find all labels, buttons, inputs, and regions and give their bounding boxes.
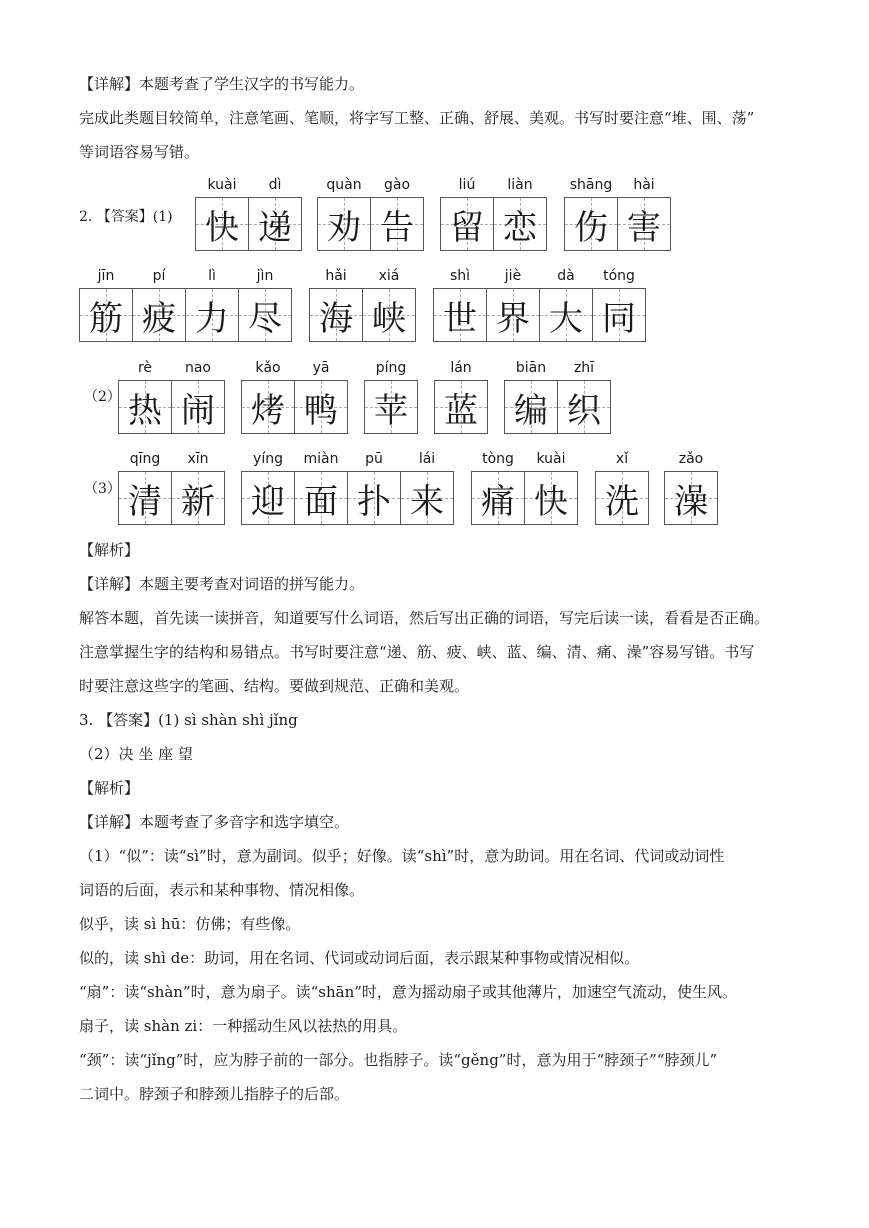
- char-text: 疲: [142, 298, 176, 339]
- char-cell: [119, 472, 172, 524]
- char-box-group: [241, 380, 348, 434]
- char-text: 洗: [605, 481, 639, 522]
- detail-line-12: 似的，读 shì de：助词，用在名词、代词或动词后面，表示跟某种事物或情况相似。: [79, 949, 640, 967]
- char-cell: [242, 472, 295, 524]
- pinyin-label: zǎo: [678, 451, 704, 467]
- char-cell: [494, 198, 546, 250]
- detail-line-2: 完成此类题目较简单，注意笔画、笔顺，将字写工整、正确、舒展、美观。书写时要注意“堆、围、荡”: [79, 109, 755, 127]
- char-cell: [365, 381, 417, 433]
- pinyin-label: qīng: [129, 451, 161, 467]
- char-cell: [348, 472, 401, 524]
- char-cell: [472, 472, 525, 524]
- char-text: 递: [258, 207, 292, 248]
- pinyin-label: miàn: [303, 451, 339, 467]
- question-3-answer-1: 3. 【答案】(1) sì shàn shì jǐng: [79, 711, 298, 729]
- char-text: 告: [380, 207, 414, 248]
- pinyin-label: tòng: [482, 451, 514, 467]
- char-cell: [665, 472, 717, 524]
- sub-label-2: （2）: [84, 389, 121, 405]
- char-text: 伤: [574, 207, 608, 248]
- detail-line-10: 词语的后面，表示和某种事物、情况相像。: [79, 881, 365, 899]
- char-box-group: [471, 471, 578, 525]
- char-cell: [435, 381, 487, 433]
- question-3-answer-2: （2）决 坐 座 望: [79, 745, 193, 763]
- detail-line-11: 似乎，读 sì hū：仿佛；有些像。: [79, 915, 301, 933]
- char-text: 痛: [481, 481, 515, 522]
- pinyin-label: shì: [449, 268, 471, 284]
- char-cell: [363, 289, 415, 341]
- char-text: 留: [450, 207, 484, 248]
- char-box-group: [309, 288, 416, 342]
- char-box-group: [664, 471, 718, 525]
- pinyin-label: pū: [365, 451, 383, 467]
- pinyin-label: biān: [515, 360, 547, 376]
- char-box-group: [118, 471, 225, 525]
- char-text: 闹: [181, 390, 215, 431]
- analysis-heading-2: 【解析】: [79, 779, 140, 797]
- char-cell: [487, 289, 540, 341]
- char-text: 烤: [251, 390, 285, 431]
- char-box-group: [433, 288, 646, 342]
- analysis-heading: 【解析】: [79, 541, 140, 559]
- char-cell: [133, 289, 186, 341]
- char-text: 迎: [251, 481, 285, 522]
- char-text: 筋: [89, 298, 123, 339]
- char-text: 清: [128, 481, 162, 522]
- char-cell: [318, 198, 371, 250]
- pinyin-label: xiá: [378, 268, 400, 284]
- char-cell: [186, 289, 239, 341]
- char-box-group: [118, 380, 225, 434]
- char-box-group: [241, 471, 454, 525]
- char-text: 尽: [248, 298, 282, 339]
- pinyin-label: jīn: [97, 268, 115, 284]
- char-cell: [371, 198, 423, 250]
- char-box-group: [504, 380, 611, 434]
- pinyin-label: hǎi: [325, 268, 347, 284]
- pinyin-label: kuài: [536, 451, 566, 467]
- char-cell: [310, 289, 363, 341]
- char-cell: [505, 381, 558, 433]
- char-text: 恋: [503, 207, 537, 248]
- detail-line-15: “颈”：读“jǐng”时，应为脖子前的一部分。也指脖子。读“gěng”时，意为用于“脖颈子”“脖颈儿”: [79, 1051, 718, 1069]
- char-cell: [596, 472, 648, 524]
- char-cell: [249, 198, 301, 250]
- pinyin-label: yíng: [253, 451, 283, 467]
- char-cell: [593, 289, 645, 341]
- pinyin-label: kǎo: [255, 360, 281, 376]
- detail-line-16: 二词中。脖颈子和脖颈儿指脖子的后部。: [79, 1085, 350, 1103]
- char-cell: [434, 289, 487, 341]
- detail-line-14: 扇子，读 shàn zi：一种摇动生风以祛热的用具。: [79, 1017, 408, 1035]
- char-box-group: [364, 380, 418, 434]
- char-text: 同: [602, 298, 636, 339]
- pinyin-label: dì: [268, 177, 282, 193]
- detail-line-5: 解答本题，首先读一读拼音，知道要写什么词语，然后写出正确的词语，写完后读一读，看看是否正确。: [79, 609, 770, 627]
- detail-line-4: 【详解】本题主要考查对词语的拼写能力。: [79, 575, 365, 593]
- char-text: 澡: [674, 481, 708, 522]
- char-cell: [242, 381, 295, 433]
- char-cell: [441, 198, 494, 250]
- char-text: 力: [195, 298, 229, 339]
- pinyin-label: liàn: [507, 177, 533, 193]
- detail-line-6: 注意掌握生字的结构和易错点。书写时要注意“递、筋、疲、峡、蓝、编、清、痛、澡”容易写错。书写: [79, 643, 755, 661]
- char-text: 海: [319, 298, 353, 339]
- char-box-group: [317, 197, 424, 251]
- char-text: 鸭: [304, 390, 338, 431]
- sub-label-3: （3）: [84, 481, 121, 497]
- char-box-group: [79, 288, 292, 342]
- detail-line-9: （1）“似”：读“sì”时，意为副词。似乎；好像。读“shì”时，意为助词。用在名词、代词或动词性: [79, 847, 725, 865]
- char-cell: [172, 381, 224, 433]
- char-text: 界: [496, 298, 530, 339]
- pinyin-label: liú: [458, 177, 476, 193]
- char-text: 快: [534, 481, 568, 522]
- char-box-group: [564, 197, 671, 251]
- char-cell: [558, 381, 610, 433]
- detail-line-8: 【详解】本题考查了多音字和选字填空。: [79, 813, 350, 831]
- char-cell: [196, 198, 249, 250]
- pinyin-label: jiè: [504, 268, 522, 284]
- question-2-label: 2. 【答案】(1): [79, 209, 173, 225]
- detail-line-1: 【详解】本题考查了学生汉字的书写能力。: [79, 75, 365, 93]
- pinyin-label: xǐ: [615, 451, 629, 467]
- char-cell: [565, 198, 618, 250]
- char-cell: [618, 198, 670, 250]
- pinyin-label: xīn: [187, 451, 209, 467]
- detail-line-13: “扇”：读“shàn”时，意为扇子。读“shān”时，意为摇动扇子或其他薄片，加速空气流动，使生风。: [79, 983, 737, 1001]
- char-text: 织: [567, 390, 601, 431]
- char-text: 来: [410, 481, 444, 522]
- char-cell: [80, 289, 133, 341]
- char-text: 世: [443, 298, 477, 339]
- pinyin-label: tóng: [603, 268, 635, 284]
- char-text: 扑: [357, 481, 391, 522]
- pinyin-label: yā: [312, 360, 330, 376]
- char-text: 苹: [374, 390, 408, 431]
- char-text: 大: [549, 298, 583, 339]
- char-box-group: [434, 380, 488, 434]
- detail-line-3: 等词语容易写错。: [79, 143, 200, 161]
- char-text: 劝: [327, 207, 361, 248]
- char-box-group: [595, 471, 649, 525]
- pinyin-label: píng: [375, 360, 407, 376]
- char-text: 害: [627, 207, 661, 248]
- char-cell: [239, 289, 291, 341]
- char-text: 蓝: [444, 390, 478, 431]
- char-text: 面: [304, 481, 338, 522]
- pinyin-label: rè: [137, 360, 153, 376]
- pinyin-label: lán: [450, 360, 472, 376]
- char-cell: [295, 472, 348, 524]
- char-text: 新: [181, 481, 215, 522]
- char-box-group: [440, 197, 547, 251]
- pinyin-label: nao: [184, 360, 212, 376]
- pinyin-label: shāng: [569, 177, 613, 193]
- char-text: 快: [205, 207, 239, 248]
- pinyin-label: dà: [557, 268, 575, 284]
- pinyin-label: jìn: [256, 268, 274, 284]
- char-cell: [119, 381, 172, 433]
- char-text: 热: [128, 390, 162, 431]
- char-cell: [525, 472, 577, 524]
- pinyin-label: gào: [383, 177, 411, 193]
- pinyin-label: lì: [208, 268, 216, 284]
- char-text: 编: [514, 390, 548, 431]
- char-cell: [401, 472, 453, 524]
- detail-line-7: 时要注意这些字的笔画、结构。要做到规范、正确和美观。: [79, 677, 470, 695]
- pinyin-label: quàn: [326, 177, 362, 193]
- char-cell: [295, 381, 347, 433]
- char-cell: [172, 472, 224, 524]
- char-box-group: [195, 197, 302, 251]
- char-text: 峡: [372, 298, 406, 339]
- char-cell: [540, 289, 593, 341]
- pinyin-label: lái: [418, 451, 436, 467]
- pinyin-label: kuài: [207, 177, 237, 193]
- pinyin-label: pí: [152, 268, 166, 284]
- pinyin-label: hài: [633, 177, 655, 193]
- pinyin-label: zhī: [573, 360, 595, 376]
